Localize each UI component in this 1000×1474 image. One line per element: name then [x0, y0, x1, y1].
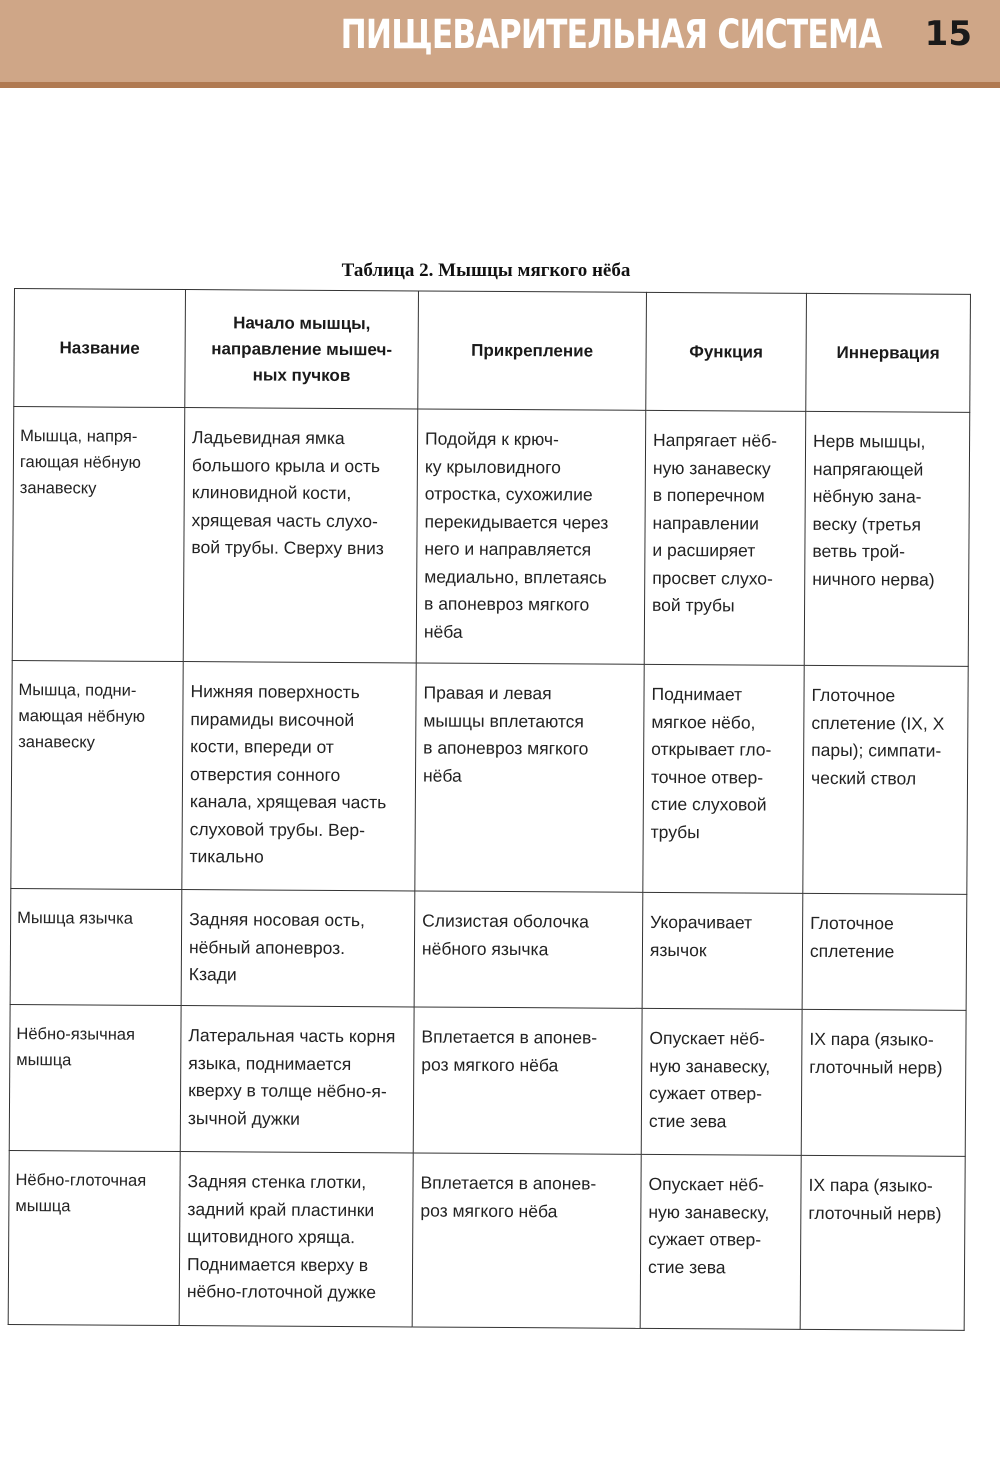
soft-palate-muscles-table — [8, 288, 971, 1331]
innervation-cell: Глоточное сплетение (IX, X пары); симпати- ческий ствол — [803, 665, 968, 894]
function-cell: Опускает нёб- ную занавеску, сужает отвер- стие зева — [641, 1008, 802, 1155]
insertion-cell: Слизистая оболочка нёбного язычка — [414, 891, 643, 1008]
insertion-cell: Подойдя к крюч- ку крыловидного отростка, сухожилие перекидывается через него и направляется медиально, вплетаясь в апоневроз мягкого нёба — [416, 409, 646, 664]
origin-cell: Ладьевидная ямка большого крыла и ость клиновидной кости, хрящевая часть слухо- вой трубы. Сверху вниз — [183, 408, 418, 663]
origin-cell: Латеральная часть корня языка, поднимается кверху в толще нёбно-я- зычной дужки — [180, 1006, 414, 1153]
origin-cell: Задняя носовая ость, нёбный апоневроз. Кзади — [181, 890, 415, 1007]
column-header-insertion: Прикрепление — [418, 291, 647, 410]
insertion-cell: Вплетается в апонев- роз мягкого нёба — [412, 1153, 641, 1328]
column-header-origin: Начало мышцы, направление мышеч- ных пучков — [185, 290, 419, 409]
origin-cell: Нижняя поверхность пирамиды височной кости, впереди от отверстия сонного канала, хрящевая часть слуховой трубы. Вер- тикально — [182, 662, 416, 891]
column-header-name: Название — [14, 289, 186, 408]
innervation-cell: IX пара (языко- глоточный нерв) — [800, 1155, 965, 1330]
table-row — [8, 1150, 965, 1330]
innervation-cell: IX пара (языко- глоточный нерв) — [801, 1009, 966, 1156]
table-header-row — [14, 289, 971, 413]
table-row — [10, 888, 967, 1010]
table-row — [11, 660, 968, 894]
table-row — [12, 407, 970, 667]
page-number: 15 — [924, 14, 972, 54]
muscle-name-cell: Нёбно-язычная мышца — [9, 1004, 181, 1151]
innervation-cell: Нерв мышцы, напрягающей нёбную зана- веску (третья ветвь трой- ничного нерва) — [804, 411, 970, 666]
function-cell: Укорачивает язычок — [642, 892, 803, 1009]
section-title: ПИЩЕВАРИТЕЛЬНАЯ СИСТЕМА — [340, 12, 882, 58]
insertion-cell: Вплетается в апонев- роз мягкого нёба — [413, 1007, 642, 1154]
muscle-name-cell: Мышца, напря- гающая нёбную занавеску — [12, 407, 185, 662]
table-caption: Таблица 2. Мышцы мягкого нёба — [341, 260, 631, 281]
muscle-name-cell: Мышца язычка — [10, 888, 182, 1005]
chapter-header-band — [0, 0, 1000, 88]
function-cell: Поднимает мягкое нёбо, открывает гло- точное отвер- стие слуховой трубы — [643, 664, 804, 893]
column-header-innervation: Иннервация — [806, 293, 971, 412]
innervation-cell: Глоточное сплетение — [802, 893, 967, 1010]
muscle-name-cell: Мышца, подни- мающая нёбную занавеску — [11, 660, 183, 889]
function-cell: Опускает нёб- ную занавеску, сужает отвер- стие зева — [640, 1154, 801, 1329]
muscle-name-cell: Нёбно-глоточная мышца — [8, 1150, 180, 1325]
insertion-cell: Правая и левая мышцы вплетаются в апоневроз мягкого нёба — [415, 663, 644, 892]
table-row — [9, 1004, 966, 1156]
origin-cell: Задняя стенка глотки, задний край пластинки щитовидного хряща. Поднимается кверху в нёбно-глоточной дужке — [179, 1152, 413, 1327]
function-cell: Напрягает нёб- ную занавеску в поперечном направлении и расширяет просвет слухо- вой трубы — [644, 410, 806, 665]
column-header-function: Функция — [646, 292, 807, 411]
